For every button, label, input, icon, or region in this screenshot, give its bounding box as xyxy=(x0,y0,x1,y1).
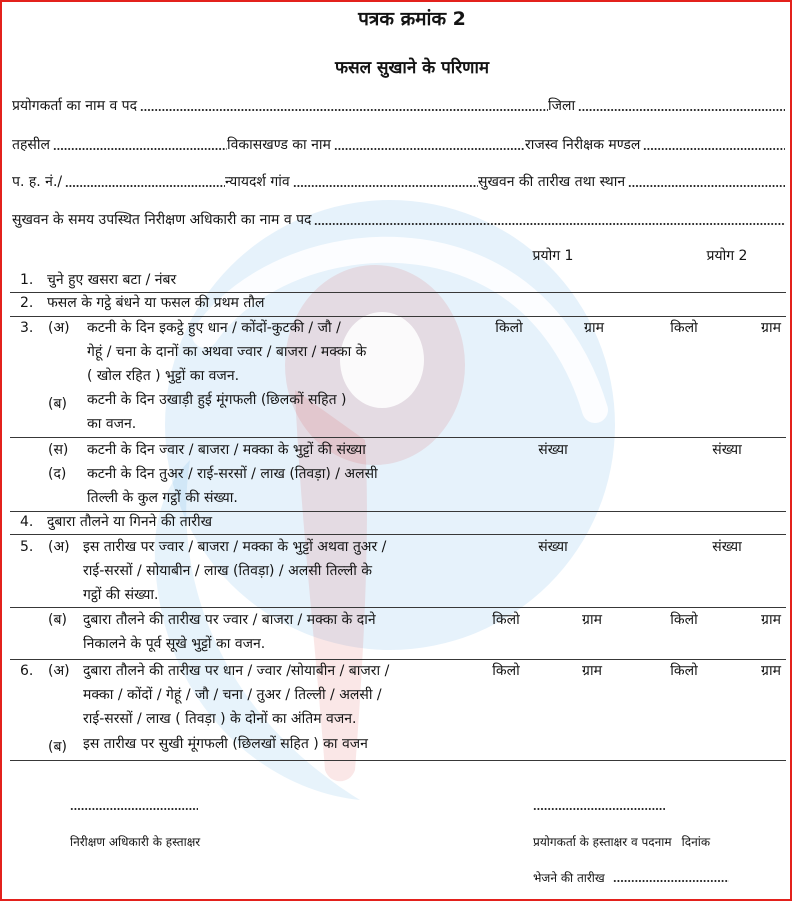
item-6a-line-3: राई-सरसों / लाख ( तिवड़ा ) के दोनों का अंतिम वजन. xyxy=(83,711,357,727)
unit-gram-exp1: ग्राम xyxy=(582,612,602,628)
revenue-circle-field xyxy=(525,136,785,154)
item-3a-marker: (अ) xyxy=(48,320,70,336)
row-divider xyxy=(10,437,786,438)
tehsil-field xyxy=(12,136,227,154)
item-5a-line-3: गट्ठों की संख्या. xyxy=(83,587,159,603)
item-3a-line-3: ( खोल रहित ) भुट्टों का वजन. xyxy=(87,368,240,384)
inspecting-officer-blank xyxy=(314,223,785,225)
unit-gram-exp2: ग्राम xyxy=(761,320,781,336)
item-5a-marker: (अ) xyxy=(48,539,70,555)
item-3c-marker: (स) xyxy=(48,442,69,458)
row-divider xyxy=(10,316,786,317)
unit-gram-exp2: ग्राम xyxy=(761,663,781,679)
unit-gram-exp2: ग्राम xyxy=(761,612,781,628)
column-experiment-2: प्रयोग 2 xyxy=(706,248,748,264)
unit-kilo-exp2: किलो xyxy=(670,320,698,336)
item-4-text: दुबारा तौलने या गिनने की तारीख xyxy=(47,514,213,530)
patwari-halka-field xyxy=(12,173,225,191)
drying-date-place-label: सुखवन की तारीख तथा स्थान xyxy=(478,174,626,190)
experimenter-name-blank xyxy=(140,109,548,111)
inspector-signature-blank xyxy=(70,808,198,810)
unit-count-exp1: संख्या xyxy=(538,442,568,458)
item-3d-marker: (द) xyxy=(48,466,67,482)
block-name-field xyxy=(227,136,525,154)
unit-kilo-exp1: किलो xyxy=(492,663,520,679)
date-label: दिनांक xyxy=(681,835,711,849)
revenue-circle-blank xyxy=(643,148,785,150)
district-blank xyxy=(578,109,785,111)
item-6-number: 6. xyxy=(20,663,34,679)
patwari-halka-label: प. ह. नं./ xyxy=(12,174,63,190)
item-5b-marker: (ब) xyxy=(48,612,67,628)
unit-gram-exp1: ग्राम xyxy=(582,663,602,679)
row-divider xyxy=(10,511,786,512)
item-2-number: 2. xyxy=(20,295,34,311)
unit-count-exp2: संख्या xyxy=(712,442,742,458)
sample-village-blank xyxy=(293,185,478,187)
row-divider xyxy=(10,659,786,660)
row-divider xyxy=(10,760,786,761)
district-field xyxy=(548,97,785,115)
item-2-text: फसल के गट्ठे बंधने या फसल की प्रथम तौल xyxy=(47,295,265,311)
row-divider xyxy=(10,292,786,293)
unit-count-exp2: संख्या xyxy=(712,539,742,555)
experimenter-signature-block xyxy=(533,834,710,850)
inspecting-officer-label: सुखवन के समय उपस्थित निरीक्षण अधिकारी का नाम व पद xyxy=(12,212,312,228)
drying-date-place-field xyxy=(478,173,785,191)
unit-count-exp1: संख्या xyxy=(538,539,568,555)
experimenter-signature-label: प्रयोगकर्ता के हस्ताक्षर व पदनाम xyxy=(533,835,672,849)
item-6a-line-2: मक्का / कोंदों / गेहूं / जौ / चना / तुअर / तिल्ली / अलसी / xyxy=(83,687,382,703)
item-5a-line-1: इस तारीख पर ज्वार / बाजरा / मक्का के भुट्टों अथवा तुअर / xyxy=(83,539,387,555)
item-3b-marker: (ब) xyxy=(48,396,67,412)
item-3d-line-2: तिल्ली के कुल गट्ठों की संख्या. xyxy=(87,490,238,506)
row-divider xyxy=(10,607,786,608)
block-name-label: विकासखण्ड का नाम xyxy=(227,137,331,153)
item-4-number: 4. xyxy=(20,514,34,530)
unit-gram-exp1: ग्राम xyxy=(584,320,604,336)
item-6b-line-1: इस तारीख पर सुखी मूंगफली (छिलखों सहित ) का वजन xyxy=(83,736,368,752)
block-name-blank xyxy=(334,148,525,150)
item-1-text: चुने हुए खसरा बटा / नंबर xyxy=(47,272,177,288)
experimenter-signature-blank xyxy=(533,808,665,810)
form-subtitle: फसल सुखाने के परिणाम xyxy=(334,58,490,78)
item-3-number: 3. xyxy=(20,320,34,336)
form-title: पत्रक क्रमांक 2 xyxy=(358,8,466,30)
unit-kilo-exp1: किलो xyxy=(492,612,520,628)
item-1-number: 1. xyxy=(20,272,34,288)
dispatch-date-field xyxy=(533,870,729,886)
drying-date-place-blank xyxy=(628,185,785,187)
item-5b-line-2: निकालने के पूर्व सूखे भुट्टों का वजन. xyxy=(83,636,266,652)
patwari-halka-blank xyxy=(65,185,225,187)
item-3a-line-2: गेहूं / चना के दानों का अथवा ज्वार / बाजरा / मक्का के xyxy=(87,344,367,360)
experimenter-name-label: प्रयोगकर्ता का नाम व पद xyxy=(12,98,138,114)
unit-kilo-exp2: किलो xyxy=(670,663,698,679)
item-3d-line-1: कटनी के दिन तुअर / राई-सरसों / लाख (तिवड़ा) / अलसी xyxy=(87,466,378,482)
item-5b-line-1: दुबारा तौलने की तारीख पर ज्वार / बाजरा / मक्का के दाने xyxy=(83,612,376,628)
sample-village-label: न्यायदर्श गांव xyxy=(225,174,290,190)
tehsil-blank xyxy=(53,148,227,150)
item-3a-line-1: कटनी के दिन इकट्ठे हुए धान / कोंदों-कुटकी / जौ / xyxy=(87,320,341,336)
column-experiment-1: प्रयोग 1 xyxy=(532,248,574,264)
inspecting-officer-field xyxy=(12,211,785,229)
experimenter-name-field xyxy=(12,97,548,115)
item-3c-line-1: कटनी के दिन ज्वार / बाजरा / मक्का के भुट्टों की संख्या xyxy=(87,442,366,458)
dispatch-date-blank xyxy=(613,880,729,882)
item-3b-line-1: कटनी के दिन उखाड़ी हुई मूंगफली (छिलकों सहित ) xyxy=(87,392,347,408)
item-5a-line-2: राई-सरसों / सोयाबीन / लाख (तिवड़ा) / अलसी तिल्ली के xyxy=(83,563,373,579)
unit-kilo-exp2: किलो xyxy=(670,612,698,628)
inspector-signature-label: निरीक्षण अधिकारी के हस्ताक्षर xyxy=(70,835,201,849)
item-5-number: 5. xyxy=(20,539,34,555)
item-6a-marker: (अ) xyxy=(48,663,70,679)
item-6b-marker: (ब) xyxy=(48,739,67,755)
district-label: जिला xyxy=(548,98,576,114)
row-divider xyxy=(10,534,786,535)
item-3b-line-2: का वजन. xyxy=(87,416,137,432)
tehsil-label: तहसील xyxy=(12,137,50,153)
revenue-circle-label: राजस्व निरीक्षक मण्डल xyxy=(525,137,641,153)
item-6a-line-1: दुबारा तौलने की तारीख पर धान / ज्वार /सोयाबीन / बाजरा / xyxy=(83,663,390,679)
dispatch-date-label: भेजने की तारीख xyxy=(533,871,605,885)
unit-kilo-exp1: किलो xyxy=(495,320,523,336)
sample-village-field xyxy=(225,173,478,191)
